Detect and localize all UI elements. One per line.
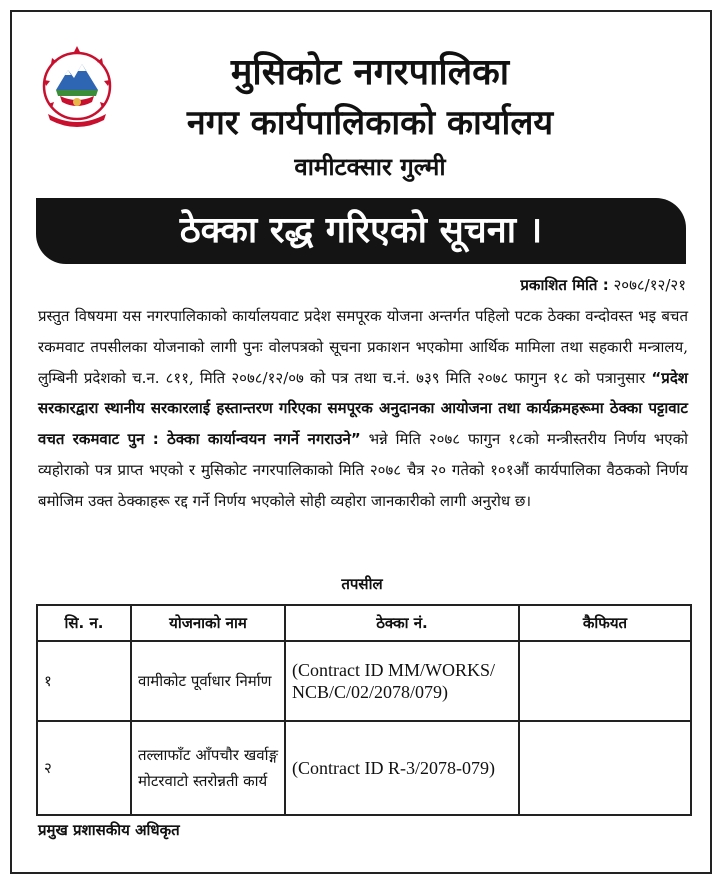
body-part1: प्रस्तुत विषयमा यस नगरपालिकाको कार्यालयवाट प्रदेश समपूरक योजना अन्तर्गत पहिलो पटक ठेक्का वन्दोवस्त भइ बचत रकमवाट तपसीलका योजनाको लागी पुनः वोलपत्रको सूचना प्रकाशन भएकोमा आर्थिक मामिला तथा सहकारी मन्त्रालय, लुम्बिनी प्रदेशको च.न. ८११, मिति २०७८/१२/०७ को पत्र तथा च.नं. ७३९ मिति २०७८ फागुन १८ को पत्रानुसार — [38, 307, 688, 387]
body-part2: भन्ने मिति २०७८ फागुन १८को मन्त्रीस्तरीय निर्णय भएको व्यहोराको पत्र प्राप्त भएको र मुसिकोट नगरपालिकाको मिति २०७८ चैत्र २० गतेको १०१औं कार्यपालिका वैठकको निर्णय बमोजिम उक्त ठेक्काहरू रद्द गर्ने निर्णय भएकोले सोही व्यहोरा जानकारीको लागी अनुरोध छ। — [38, 430, 688, 510]
row-remarks — [519, 721, 691, 815]
municipality-name: मुसिकोट नगरपालिका — [230, 52, 510, 93]
published-date — [520, 275, 686, 295]
row-project-name: वामीकोट पूर्वाधार निर्माण — [131, 641, 285, 721]
nepal-emblem-icon — [38, 40, 116, 132]
table-caption: तपसील — [341, 575, 383, 593]
notice-body — [38, 301, 688, 517]
row-contract-no: (Contract ID MM/WORKS/ NCB/C/02/2078/079) — [285, 641, 519, 721]
details-table — [36, 604, 692, 816]
table-row — [37, 641, 691, 721]
col-project-name: योजनाको नाम — [131, 605, 285, 641]
office-location: वामीटक्सार गुल्मी — [294, 153, 446, 181]
published-date-value: २०७८/१२/२१ — [613, 276, 686, 294]
office-name: नगर कार्यपालिकाको कार्यालय — [186, 103, 554, 143]
notice-title: ठेक्का रद्ध गरिएको सूचना । — [179, 210, 543, 251]
signatory-title: प्रमुख प्रशासकीय अधिकृत — [38, 821, 180, 839]
row-remarks — [519, 641, 691, 721]
published-date-label: प्रकाशित मिति : — [520, 276, 609, 294]
table-row — [37, 721, 691, 815]
row-sn: १ — [37, 641, 131, 721]
col-contract-no: ठेक्का नं. — [285, 605, 519, 641]
row-project-name: तल्लाफाँट आँपचौर खर्वाङ्ग मोटरवाटो स्तरोन्नती कार्य — [131, 721, 285, 815]
table-header-row — [37, 605, 691, 641]
row-sn: २ — [37, 721, 131, 815]
col-remarks: कैफियत — [519, 605, 691, 641]
col-sn: सि. न. — [37, 605, 131, 641]
row-contract-no: (Contract ID R-3/2078-079) — [285, 721, 519, 815]
body-quoted-decision: “प्रदेश सरकारद्वारा स्थानीय सरकारलाई हस्तान्तरण गरिएका समपूरक अनुदानका आयोजना तथा कार्यक्रमहरूमा ठेक्का पट्टावाट वचत रकमवाट पुन : ठेक्का कार्यान्वयन नगर्ने नगराउने” — [38, 368, 688, 449]
notice-title-banner — [36, 198, 686, 264]
